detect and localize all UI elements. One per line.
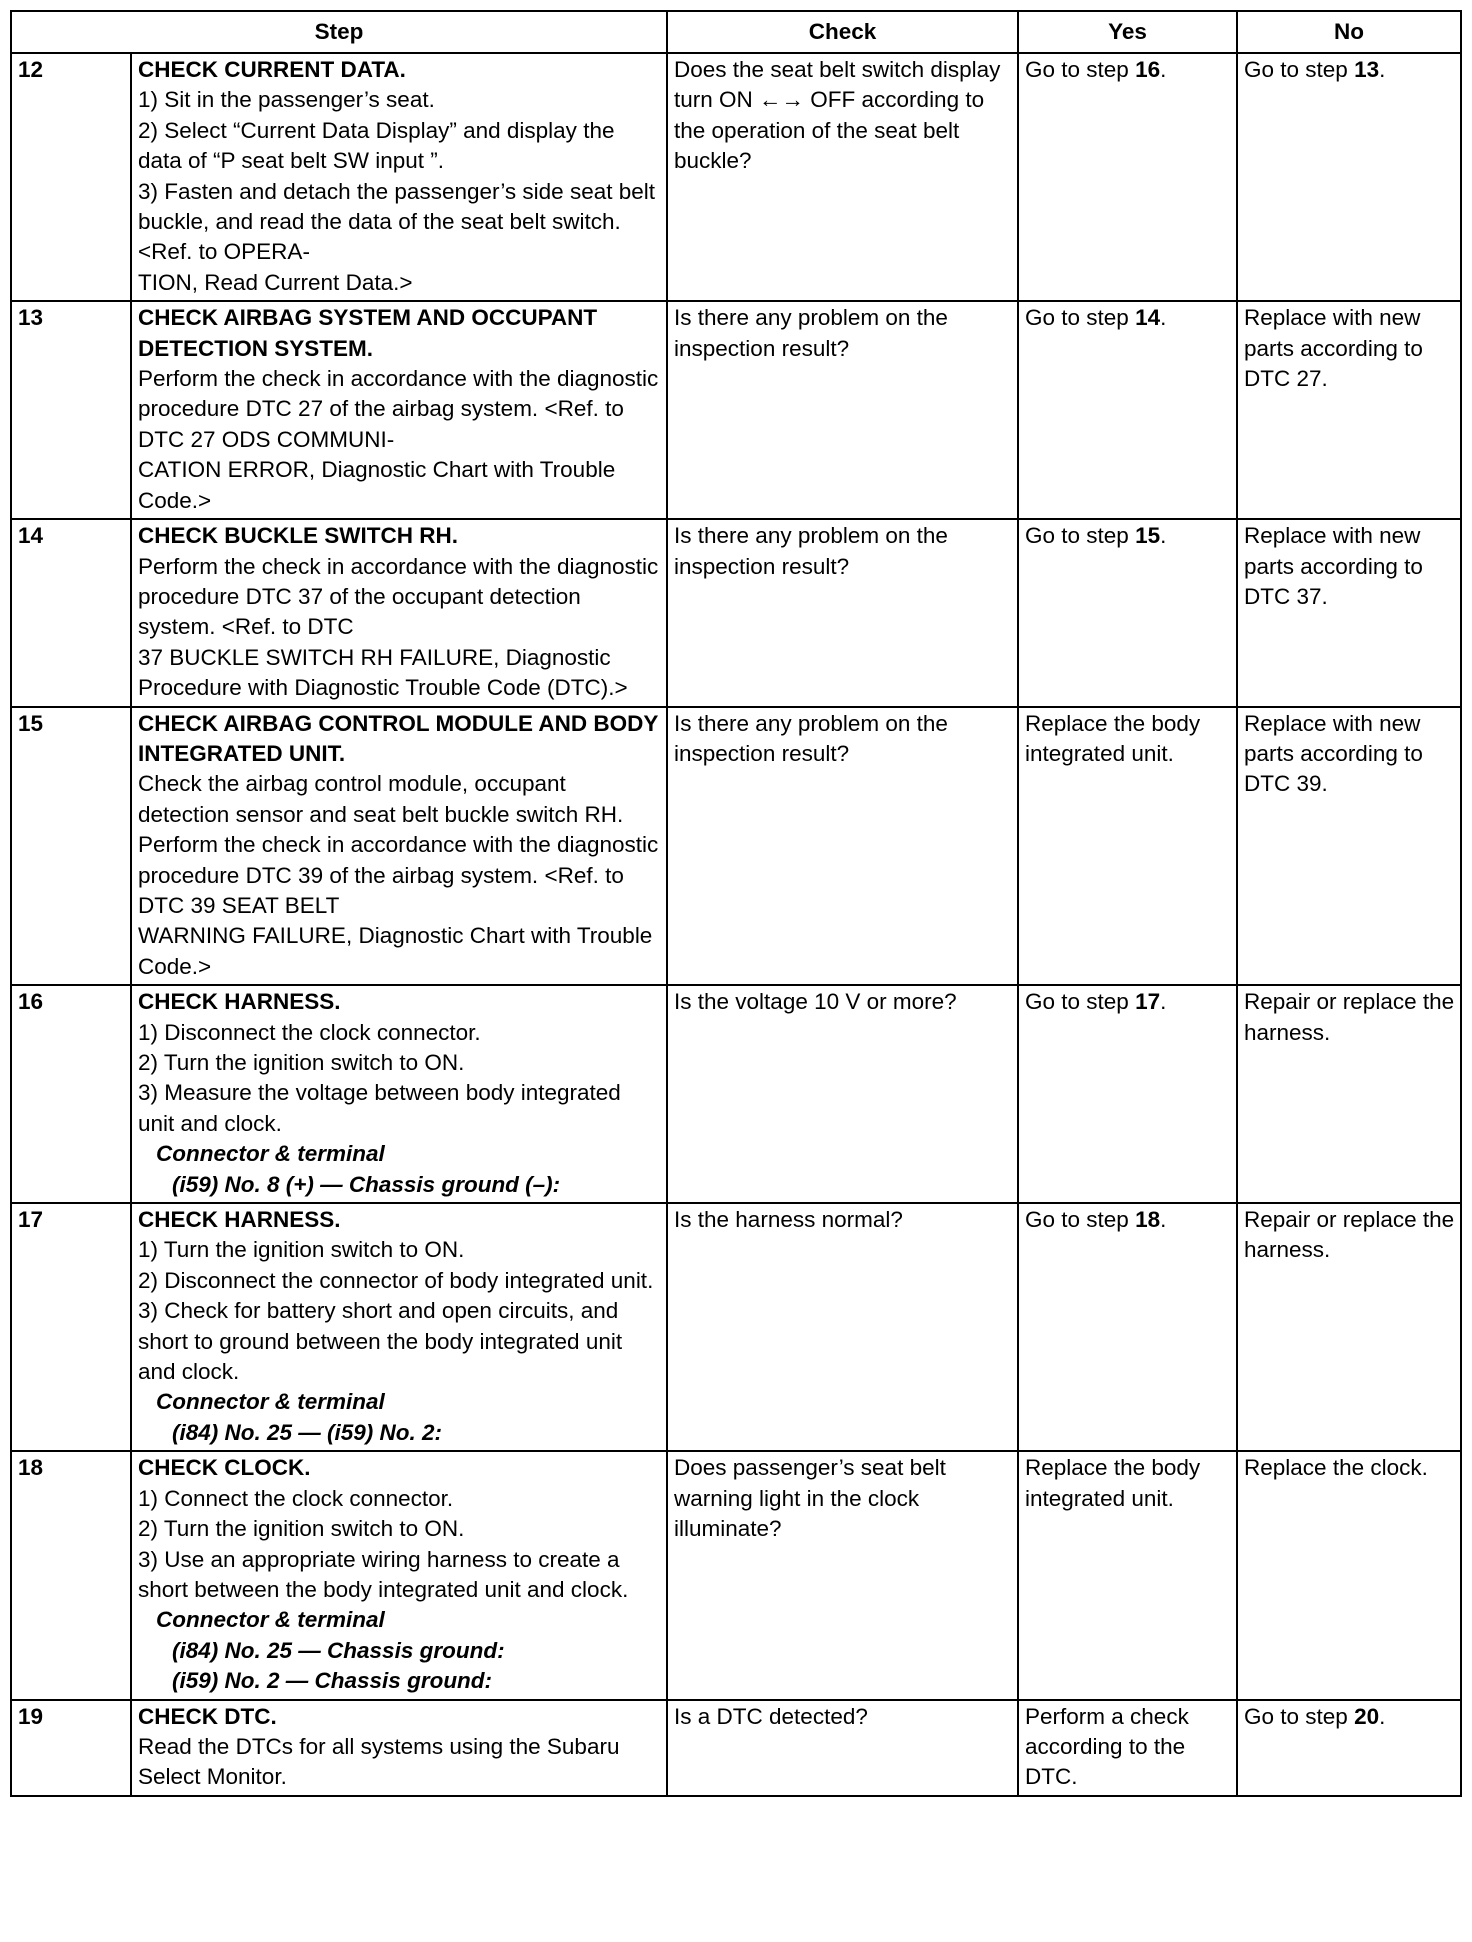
no-action [1237, 53, 1461, 301]
step-title: CHECK HARNESS. [138, 989, 341, 1015]
check-question: Is the voltage 10 V or more? [667, 985, 1018, 1203]
connector-terminal-spec: (i59) No. 8 (+) — Chassis ground (–): [172, 1171, 561, 1197]
step-title: CHECK BUCKLE SWITCH RH. [138, 523, 458, 549]
header-yes: Yes [1018, 11, 1237, 53]
step-title: CHECK CLOCK. [138, 1455, 311, 1481]
no-action [1237, 1700, 1461, 1796]
step-lines [138, 1235, 661, 1387]
connector-terminal-label: Connector & terminal [156, 1389, 385, 1415]
no-text: Go to step [1244, 57, 1355, 82]
step-line: Perform the check in accordance with the diagnostic procedure DTC 37 of the occupant detection system. <Ref. to DTC [138, 553, 659, 640]
yes-step-ref: 15 [1135, 523, 1161, 549]
check-question: Is there any problem on the inspection result? [667, 707, 1018, 986]
step-line: 1) Disconnect the clock connector. [138, 1019, 481, 1045]
step-lines [138, 1732, 661, 1793]
yes-text: Go to step [1025, 523, 1136, 549]
yes-suffix: . [1160, 523, 1167, 549]
step-line: 1) Sit in the passenger’s seat. [138, 87, 435, 113]
diagnostic-procedure-page [10, 10, 1460, 1797]
no-text: Repair or replace the harness. [1244, 1207, 1455, 1263]
connector-block [138, 1605, 661, 1696]
yes-suffix: . [1160, 305, 1167, 331]
step-instructions [131, 707, 667, 986]
step-instructions [131, 1203, 667, 1451]
yes-step-ref: 17 [1135, 989, 1161, 1015]
connector-terminal-spec: (i59) No. 2 — Chassis ground: [172, 1668, 493, 1694]
table-row [11, 519, 1461, 706]
yes-action [1018, 1203, 1237, 1451]
step-title: CHECK DTC. [138, 1703, 277, 1729]
step-title: CHECK AIRBAG CONTROL MODULE AND BODY INTEGRATED UNIT. [138, 710, 659, 766]
no-action [1237, 1451, 1461, 1699]
step-line: 1) Turn the ignition switch to ON. [138, 1237, 465, 1263]
yes-step-ref: 14 [1135, 305, 1161, 331]
yes-action [1018, 1700, 1237, 1796]
yes-text: Go to step [1025, 57, 1136, 82]
no-text: Replace the clock. [1244, 1455, 1428, 1481]
connector-terminal-spec: (i84) No. 25 — (i59) No. 2: [172, 1419, 443, 1445]
no-text: Replace with new parts according to DTC 27. [1244, 305, 1423, 392]
yes-text: Go to step [1025, 305, 1136, 331]
yes-step-ref: 16 [1135, 57, 1161, 82]
table-row [11, 1700, 1461, 1796]
step-line: Read the DTCs for all systems using the Subaru Select Monitor. [138, 1733, 620, 1790]
step-number: 18 [11, 1451, 131, 1699]
step-number: 15 [11, 707, 131, 986]
step-title: CHECK AIRBAG SYSTEM AND OCCUPANT DETECTION SYSTEM. [138, 305, 598, 361]
yes-action [1018, 519, 1237, 706]
no-text: Repair or replace the harness. [1244, 989, 1455, 1045]
table-row [11, 1203, 1461, 1451]
step-lines [138, 1018, 661, 1140]
header-no: No [1237, 11, 1461, 53]
step-line: Perform the check in accordance with the diagnostic procedure DTC 39 of the airbag system. <Ref. to DTC 39 SEAT BELT [138, 832, 659, 918]
step-lines [138, 364, 661, 516]
yes-text: Go to step [1025, 1207, 1136, 1233]
step-line: 3) Check for battery short and open circuits, and short to ground between the body integrated unit and clock. [138, 1298, 623, 1385]
step-number: 13 [11, 301, 131, 519]
step-instructions [131, 1451, 667, 1699]
step-lines [138, 1484, 661, 1606]
step-instructions [131, 301, 667, 519]
yes-suffix: . [1160, 989, 1167, 1015]
yes-text: Replace the body integrated unit. [1025, 710, 1201, 766]
step-line: CATION ERROR, Diagnostic Chart with Trouble Code.> [138, 457, 616, 513]
header-check: Check [667, 11, 1018, 53]
step-line: 3) Use an appropriate wiring harness to create a short between the body integrated unit and clock. [138, 1546, 629, 1602]
table-row [11, 985, 1461, 1203]
yes-action [1018, 53, 1237, 301]
step-lines [138, 85, 661, 298]
step-title: CHECK HARNESS. [138, 1207, 341, 1233]
connector-block [138, 1139, 661, 1200]
yes-text: Go to step [1025, 989, 1136, 1015]
table-row [11, 301, 1461, 519]
table-row [11, 53, 1461, 301]
step-line: 2) Turn the ignition switch to ON. [138, 1516, 465, 1542]
no-step-ref: 13 [1354, 57, 1380, 82]
step-number: 16 [11, 985, 131, 1203]
header-row [11, 11, 1461, 53]
step-line: 3) Measure the voltage between body integrated unit and clock. [138, 1080, 621, 1136]
step-number: 19 [11, 1700, 131, 1796]
no-action [1237, 707, 1461, 986]
step-line: TION, Read Current Data.> [138, 269, 413, 295]
yes-suffix: . [1160, 1207, 1167, 1233]
step-number: 17 [11, 1203, 131, 1451]
check-question: Is there any problem on the inspection result? [667, 519, 1018, 706]
diagnostic-table [10, 10, 1462, 1797]
step-line: 2) Turn the ignition switch to ON. [138, 1050, 465, 1075]
step-line: 2) Select “Current Data Display” and display the data of “P seat belt SW input ”. [138, 117, 615, 174]
yes-action [1018, 707, 1237, 986]
step-line: WARNING FAILURE, Diagnostic Chart with Trouble Code.> [138, 923, 653, 979]
yes-action [1018, 1451, 1237, 1699]
step-line: 1) Connect the clock connector. [138, 1485, 454, 1511]
no-action [1237, 1203, 1461, 1451]
connector-terminal-label: Connector & terminal [156, 1141, 385, 1167]
no-text: Go to step [1244, 1703, 1355, 1729]
yes-action [1018, 985, 1237, 1203]
step-instructions [131, 519, 667, 706]
table-row [11, 1451, 1461, 1699]
step-number: 14 [11, 519, 131, 706]
step-line: Check the airbag control module, occupant detection sensor and seat belt buckle switch RH. [138, 771, 624, 827]
step-line: 3) Fasten and detach the passenger’s side seat belt buckle, and read the data of the seat belt switch. <Ref. to OPERA- [138, 178, 656, 265]
connector-terminal-label: Connector & terminal [156, 1607, 385, 1633]
check-question: Is the harness normal? [667, 1203, 1018, 1451]
header-step: Step [11, 11, 667, 53]
no-action [1237, 519, 1461, 706]
step-title: CHECK CURRENT DATA. [138, 57, 406, 82]
no-action [1237, 301, 1461, 519]
no-suffix: . [1379, 57, 1386, 82]
no-action [1237, 985, 1461, 1203]
yes-step-ref: 18 [1135, 1207, 1161, 1233]
step-lines [138, 552, 661, 704]
step-line: Perform the check in accordance with the diagnostic procedure DTC 27 of the airbag system. <Ref. to DTC 27 ODS COMMUNI- [138, 366, 659, 452]
step-number: 12 [11, 53, 131, 301]
check-question: Is a DTC detected? [667, 1700, 1018, 1796]
step-instructions [131, 985, 667, 1203]
yes-action [1018, 301, 1237, 519]
yes-suffix: . [1160, 57, 1167, 82]
step-line: 2) Disconnect the connector of body integrated unit. [138, 1267, 654, 1293]
table-body [11, 53, 1461, 1796]
no-text: Replace with new parts according to DTC 39. [1244, 710, 1423, 797]
step-instructions [131, 53, 667, 301]
yes-text: Replace the body integrated unit. [1025, 1455, 1201, 1511]
table-row [11, 707, 1461, 986]
check-question: Does passenger’s seat belt warning light in the clock illuminate? [667, 1451, 1018, 1699]
connector-block [138, 1387, 661, 1448]
connector-terminal-spec: (i84) No. 25 — Chassis ground: [172, 1637, 505, 1663]
no-text: Replace with new parts according to DTC 37. [1244, 523, 1423, 609]
step-line: 37 BUCKLE SWITCH RH FAILURE, Diagnostic Procedure with Diagnostic Trouble Code (DTC).> [138, 644, 628, 701]
no-step-ref: 20 [1354, 1703, 1380, 1729]
step-lines [138, 769, 661, 982]
check-question: Does the seat belt switch display turn ON ←→ OFF according to the operation of the seat belt buckle? [667, 53, 1018, 301]
no-suffix: . [1379, 1703, 1386, 1729]
yes-text: Perform a check according to the DTC. [1025, 1703, 1189, 1790]
check-question: Is there any problem on the inspection result? [667, 301, 1018, 519]
step-instructions [131, 1700, 667, 1796]
